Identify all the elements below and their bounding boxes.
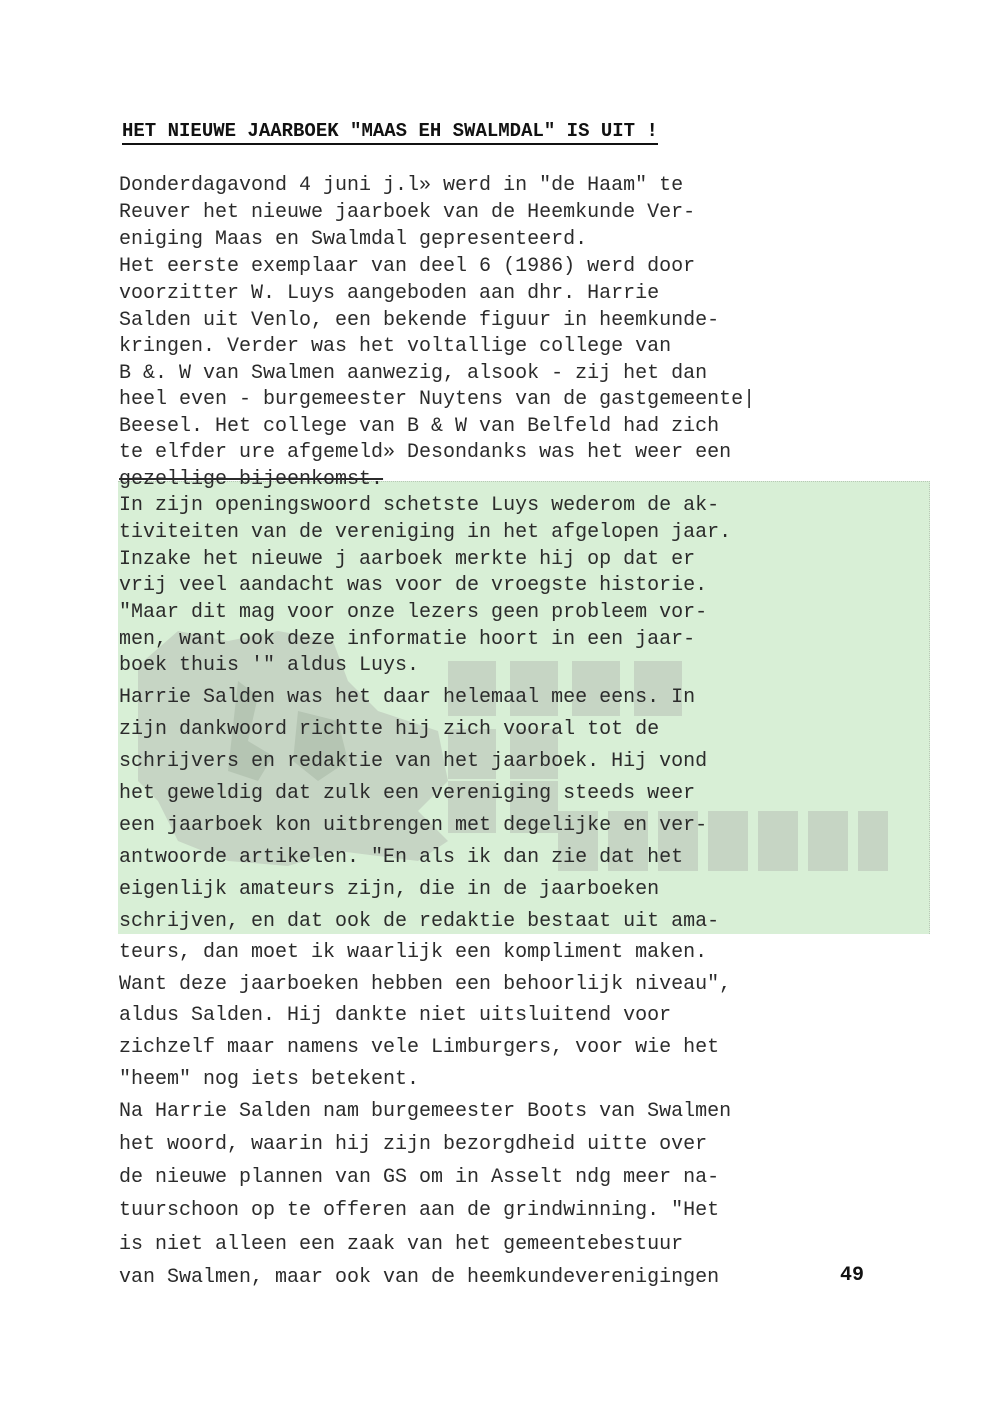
text-line: Want deze jaarboeken hebben een behoorlijk niveau", — [119, 973, 732, 996]
text-line: het woord, waarin hij zijn bezorgdheid uitte over — [119, 1133, 708, 1156]
text-line: tuurschoon op te offeren aan de grindwinning. "Het — [119, 1199, 720, 1222]
text-line: het geweldig dat zulk een vereniging steeds weer — [119, 782, 696, 805]
text-line: boek thuis '" aldus Luys. — [119, 654, 420, 677]
text-line: van Swalmen, maar ook van de heemkundeverenigingen — [119, 1266, 720, 1289]
text-line: Het eerste exemplaar van deel 6 (1986) werd door — [119, 255, 696, 278]
text-line: Donderdagavond 4 juni j.l» werd in "de Haam" te — [119, 174, 684, 197]
text-line: Harrie Salden was het daar helemaal mee eens. In — [119, 686, 696, 709]
text-line: te elfder ure afgemeld» Desondanks was het weer een — [119, 441, 732, 464]
text-line: In zijn openingswoord schetste Luys wederom de ak- — [119, 494, 720, 517]
text-line: antwoorde artikelen. "En als ik dan zie dat het — [119, 846, 684, 869]
text-line: zichzelf maar namens vele Limburgers, voor wie het — [119, 1036, 720, 1059]
page-number: 49 — [840, 1264, 865, 1287]
text-line: B &. W van Swalmen aanwezig, alsook - zij het dan — [119, 362, 708, 385]
text-line: Na Harrie Salden nam burgemeester Boots van Swalmen — [119, 1100, 732, 1123]
text-line: kringen. Verder was het voltallige college van — [119, 335, 672, 358]
text-line: de nieuwe plannen van GS om in Asselt ndg meer na- — [119, 1166, 720, 1189]
article-title: HET NIEUWE JAARBOEK "MAAS EH SWALMDAL" IS UIT ! — [122, 120, 658, 145]
text-line: tiviteiten van de vereniging in het afgelopen jaar. — [119, 521, 732, 544]
text-line: men, want ook deze informatie hoort in een jaar- — [119, 628, 696, 651]
text-line: zijn dankwoord richtte hij zich vooral tot de — [119, 718, 660, 741]
text-line: een jaarboek kon uitbrengen met degelijke en ver- — [119, 814, 708, 837]
text-line: schrijven, en dat ook de redaktie bestaat uit ama- — [119, 910, 720, 933]
text-line: "Maar dit mag voor onze lezers geen probleem vor- — [119, 601, 708, 624]
text-line: heel even - burgemeester Nuytens van de gastgemeente| — [119, 388, 756, 411]
text-line: Inzake het nieuwe j aarboek merkte hij op dat er — [119, 548, 696, 571]
text-line: teurs, dan moet ik waarlijk een kompliment maken. — [119, 941, 708, 964]
text-line: eigenlijk amateurs zijn, die in de jaarboeken — [119, 878, 660, 901]
text-line: vrij veel aandacht was voor de vroegste historie. — [119, 574, 708, 597]
text-line: is niet alleen een zaak van het gemeentebestuur — [119, 1233, 684, 1256]
text-line: aldus Salden. Hij dankte niet uitsluitend voor — [119, 1004, 672, 1027]
text-line: Beesel. Het college van B & W van Belfeld had zich — [119, 415, 720, 438]
text-line: gezellige bijeenkomst. — [119, 468, 384, 491]
text-line: Reuver het nieuwe jaarboek van de Heemkunde Ver- — [119, 201, 696, 224]
text-line: Salden uit Venlo, een bekende figuur in heemkunde- — [119, 309, 720, 332]
text-line: eniging Maas en Swalmdal gepresenteerd. — [119, 228, 588, 251]
text-line: "heem" nog iets betekent. — [119, 1068, 420, 1091]
text-line: voorzitter W. Luys aangeboden aan dhr. Harrie — [119, 282, 660, 305]
text-line: schrijvers en redaktie van het jaarboek. Hij vond — [119, 750, 708, 773]
